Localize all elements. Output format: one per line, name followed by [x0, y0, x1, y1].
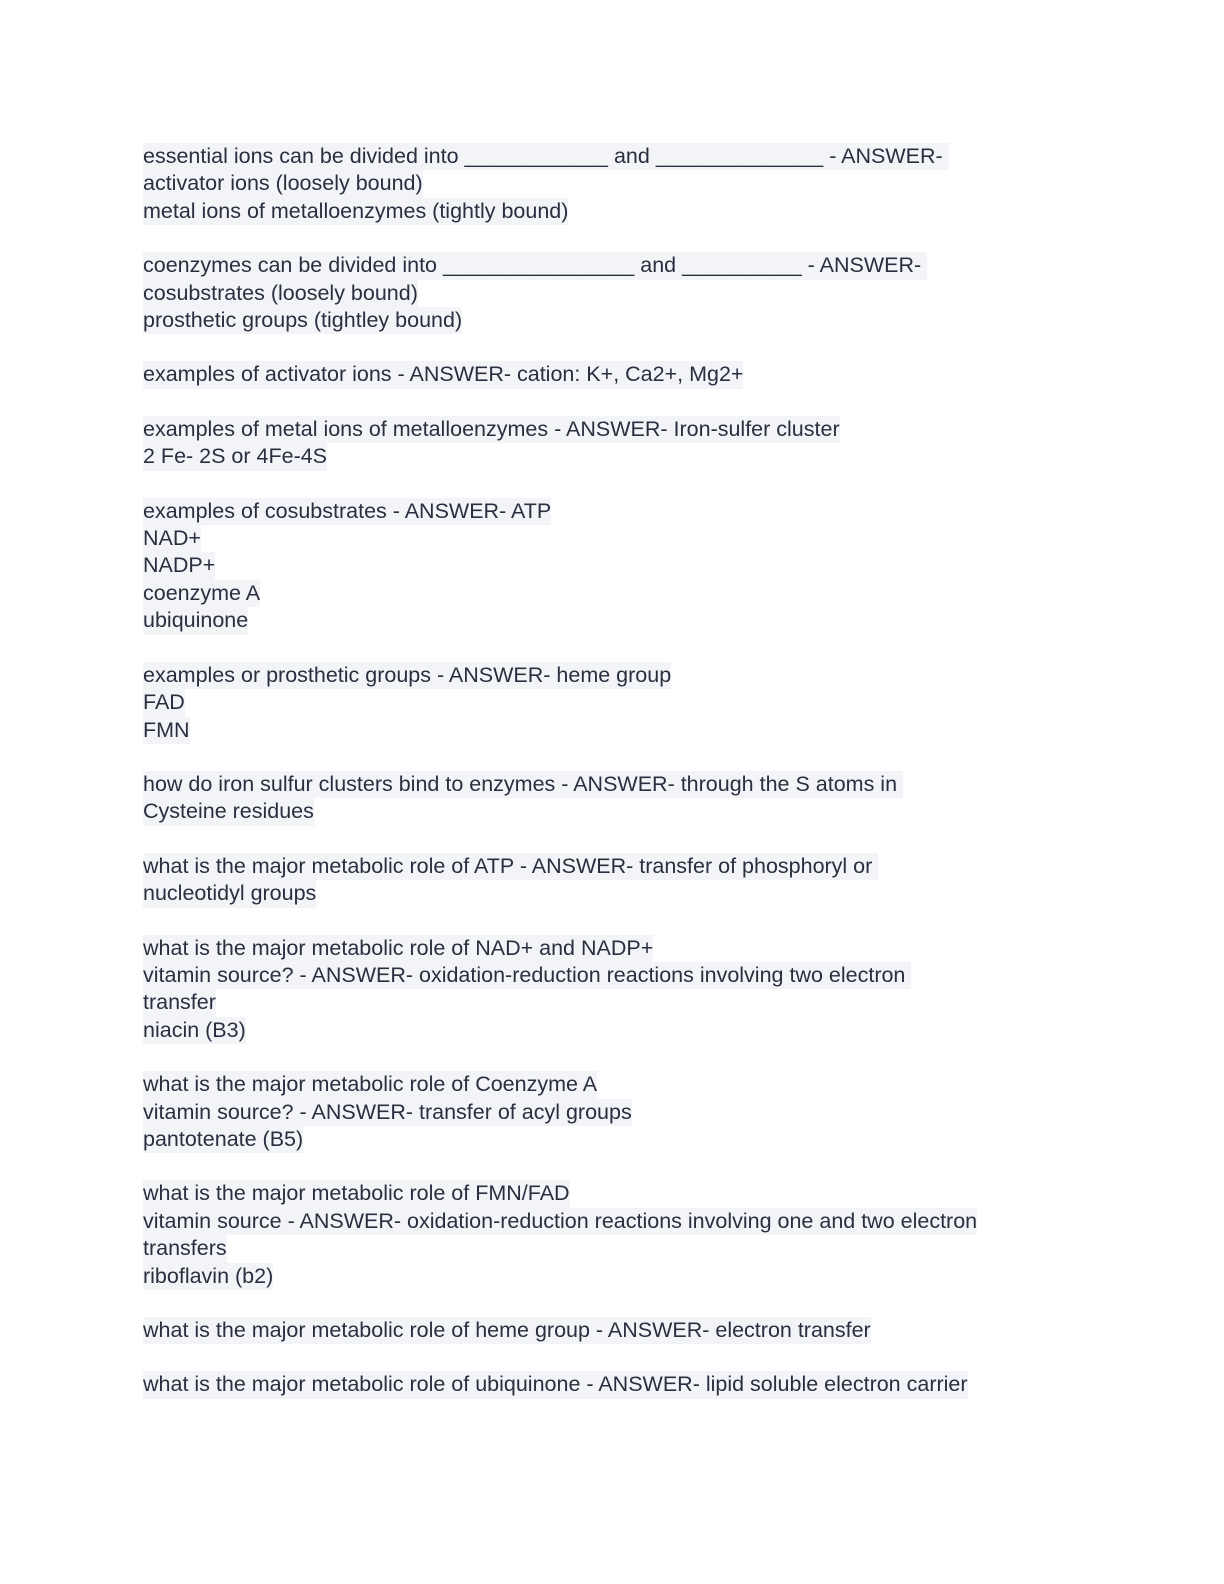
answer-line: riboflavin (b2): [143, 1263, 273, 1290]
answer-line: prosthetic groups (tightley bound): [143, 307, 462, 334]
answer-line: FMN: [143, 717, 190, 744]
qa-item-metalloenzymes: [143, 416, 1103, 471]
answer-line: pantotenate (B5): [143, 1126, 303, 1153]
qa-item-nad-role: [143, 935, 1103, 1045]
answer-line: vitamin source? - ANSWER- oxidation-reduction reactions involving two electron: [143, 962, 911, 989]
qa-item-iron-sulfur: [143, 771, 1103, 826]
question-line: what is the major metabolic role of ATP - ANSWER- transfer of phosphoryl or: [143, 853, 878, 880]
answer-line: cosubstrates (loosely bound): [143, 280, 418, 307]
qa-item-cosubstrates: [143, 498, 1103, 635]
answer-line: NAD+: [143, 525, 201, 552]
question-line: examples or prosthetic groups - ANSWER- heme group: [143, 662, 671, 689]
answer-line: metal ions of metalloenzymes (tightly bound): [143, 198, 568, 225]
answer-line: FAD: [143, 689, 185, 716]
question-line: what is the major metabolic role of heme group - ANSWER- electron transfer: [143, 1317, 871, 1344]
qa-item-activator-ions: [143, 361, 1103, 388]
question-line: coenzymes can be divided into ________________ and __________ - ANSWER-: [143, 252, 927, 279]
answer-line: niacin (B3): [143, 1017, 246, 1044]
answer-line: coenzyme A: [143, 580, 260, 607]
answer-line: transfer: [143, 989, 216, 1016]
qa-item-essential-ions: [143, 143, 1103, 225]
qa-item-fmn-fad-role: [143, 1180, 1103, 1290]
answer-line: vitamin source? - ANSWER- transfer of acyl groups: [143, 1099, 632, 1126]
answer-line: Cysteine residues: [143, 798, 314, 825]
answer-line: nucleotidyl groups: [143, 880, 316, 907]
qa-item-coenzymes: [143, 252, 1103, 334]
question-line: what is the major metabolic role of NAD+ and NADP+: [143, 935, 653, 962]
question-line: essential ions can be divided into ____________ and ______________ - ANSWER-: [143, 143, 949, 170]
answer-line: activator ions (loosely bound): [143, 170, 423, 197]
qa-item-coenzyme-a-role: [143, 1071, 1103, 1153]
question-line: what is the major metabolic role of Coenzyme A: [143, 1071, 597, 1098]
qa-item-heme-role: [143, 1317, 1103, 1344]
question-line: what is the major metabolic role of FMN/FAD: [143, 1180, 570, 1207]
answer-line: NADP+: [143, 552, 215, 579]
question-line: examples of metal ions of metalloenzymes - ANSWER- Iron-sulfer cluster: [143, 416, 840, 443]
qa-item-atp-role: [143, 853, 1103, 908]
answer-line: transfers: [143, 1235, 227, 1262]
flashcard-list: [143, 143, 1103, 1426]
qa-item-prosthetic-groups: [143, 662, 1103, 744]
answer-line: ubiquinone: [143, 607, 248, 634]
answer-line: 2 Fe- 2S or 4Fe-4S: [143, 443, 327, 470]
answer-line: vitamin source - ANSWER- oxidation-reduction reactions involving one and two electron: [143, 1208, 977, 1235]
question-line: how do iron sulfur clusters bind to enzymes - ANSWER- through the S atoms in: [143, 771, 903, 798]
question-line: what is the major metabolic role of ubiquinone - ANSWER- lipid soluble electron carrier: [143, 1371, 968, 1398]
question-line: examples of activator ions - ANSWER- cation: K+, Ca2+, Mg2+: [143, 361, 743, 388]
question-line: examples of cosubstrates - ANSWER- ATP: [143, 498, 551, 525]
qa-item-ubiquinone-role: [143, 1371, 1103, 1398]
